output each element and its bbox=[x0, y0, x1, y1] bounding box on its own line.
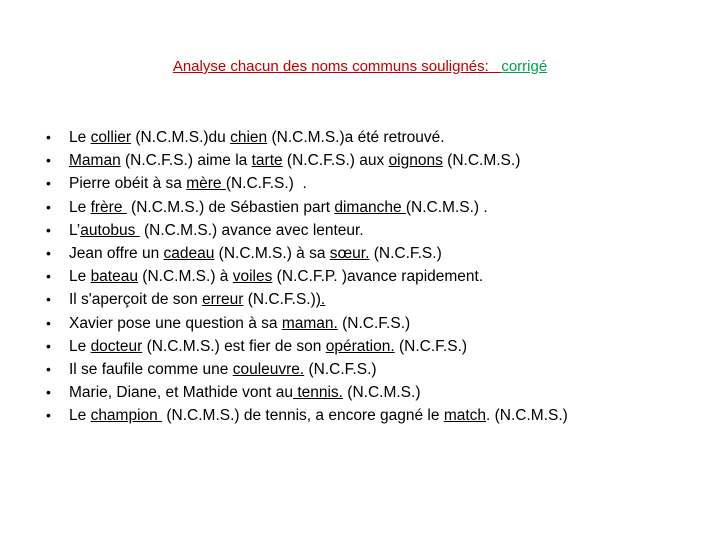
sentence-text: (N.C.F.S.) bbox=[369, 244, 442, 262]
sentence-text: (N.C.F.P. )avance rapidement. bbox=[272, 268, 484, 286]
underlined-noun: voiles bbox=[232, 268, 273, 286]
underlined-noun: champion bbox=[90, 407, 163, 425]
sentence-text: (N.C.M.S.) est fier de son bbox=[142, 337, 326, 355]
list-item bbox=[46, 404, 720, 427]
underlined-noun: cadeau bbox=[163, 244, 215, 262]
sentence-text: Xavier pose une question à sa bbox=[69, 314, 282, 332]
list-item bbox=[46, 149, 720, 172]
bullet-icon: • bbox=[46, 175, 51, 192]
bullet-icon: • bbox=[46, 152, 51, 169]
list-item bbox=[46, 358, 720, 381]
sentence-text: Le bbox=[69, 129, 91, 146]
sentence-text: Marie, Diane, et Mathide vont au bbox=[69, 384, 294, 402]
sentence-text: (N.C.F.S.) bbox=[243, 291, 316, 309]
underlined-noun: tarte bbox=[251, 152, 283, 170]
sentence-text: (N.C.M.S.) avance avec lenteur. bbox=[139, 221, 364, 239]
bullet-icon: • bbox=[46, 314, 51, 331]
underlined-noun: erreur bbox=[202, 291, 244, 309]
underlined-noun: collier bbox=[90, 129, 132, 146]
sentence-text: (N.C.M.S.) . bbox=[405, 198, 488, 216]
bullet-icon: • bbox=[46, 291, 51, 308]
sentence-text: Il s'aperçoit de son bbox=[69, 291, 203, 309]
sentence-list bbox=[46, 126, 720, 427]
bullet-icon: • bbox=[46, 244, 51, 261]
sentence-text: . (N.C.M.S.) bbox=[486, 407, 568, 425]
underlined-noun: mère bbox=[186, 175, 226, 193]
bullet-icon: • bbox=[46, 221, 51, 238]
underlined-noun: autobus bbox=[80, 221, 140, 239]
sentence-text: Le bbox=[69, 337, 91, 355]
list-item bbox=[46, 219, 720, 242]
underlined-noun: oignons bbox=[388, 152, 443, 170]
underlined-noun: docteur bbox=[90, 337, 143, 355]
sentence-text: (N.C.F.S.) . bbox=[225, 175, 307, 193]
list-item bbox=[46, 381, 720, 404]
bullet-icon: • bbox=[46, 384, 51, 401]
sentence-text: (N.C.M.S.)du bbox=[131, 129, 231, 146]
sentence-text: (N.C.M.S.) à sa bbox=[214, 244, 330, 262]
sentence-text: (N.C.M.S.) de Sébastien part bbox=[126, 198, 335, 216]
list-item bbox=[46, 172, 720, 195]
sentence-text: Le bbox=[69, 268, 91, 286]
underlined-noun: chien bbox=[230, 129, 268, 146]
sentence-text: Il se faufile comme une bbox=[69, 360, 233, 378]
sentence-text: (N.C.M.S.) bbox=[442, 152, 521, 170]
sentence-text: (N.C.F.S.) bbox=[304, 360, 377, 378]
list-item bbox=[46, 242, 720, 265]
bullet-icon: • bbox=[46, 268, 51, 285]
bullet-icon: • bbox=[46, 129, 51, 145]
bullet-icon: • bbox=[46, 337, 51, 354]
sentence-text: Pierre obéit à sa bbox=[69, 175, 187, 193]
page-title bbox=[0, 58, 720, 75]
sentence-text: (N.C.M.S.) bbox=[343, 384, 421, 402]
list-item bbox=[46, 126, 720, 149]
underlined-noun: ). bbox=[315, 291, 326, 309]
underlined-noun: Maman bbox=[69, 152, 121, 170]
corrige-label: corrigé bbox=[501, 58, 548, 75]
sentence-text: (N.C.F.S.) bbox=[394, 337, 468, 355]
underlined-noun: dimanche bbox=[334, 198, 406, 216]
sentence-text: (N.C.M.S.) à bbox=[137, 268, 233, 286]
underlined-noun: opération. bbox=[325, 337, 395, 355]
sentence-text: (N.C.M.S.)a été retrouvé. bbox=[267, 129, 445, 146]
underlined-noun: bateau bbox=[90, 268, 138, 286]
sentence-text: (N.C.F.S.) aime la bbox=[120, 152, 252, 170]
underlined-noun: tennis. bbox=[293, 384, 343, 402]
sentence-text: Le bbox=[69, 198, 91, 216]
sentence-text: Jean offre un bbox=[69, 244, 164, 262]
sentence-text: Le bbox=[69, 407, 91, 425]
underlined-noun: sœur. bbox=[329, 244, 370, 262]
underlined-noun: match bbox=[443, 407, 487, 425]
underlined-noun: maman. bbox=[281, 314, 338, 332]
list-item bbox=[46, 312, 720, 335]
sentence-text: (N.C.M.S.) de tennis, a encore gagné le bbox=[162, 407, 444, 425]
underlined-noun: couleuvre. bbox=[232, 360, 305, 378]
list-item bbox=[46, 265, 720, 288]
sentence-text: (N.C.F.S.) aux bbox=[282, 152, 389, 170]
list-item bbox=[46, 196, 720, 219]
list-item bbox=[46, 335, 720, 358]
sentence-text: L’ bbox=[69, 221, 81, 239]
bullet-icon: • bbox=[46, 198, 51, 215]
title-text: Analyse chacun des noms communs soulignés: bbox=[172, 58, 502, 75]
underlined-noun: frère bbox=[90, 198, 127, 216]
bullet-icon: • bbox=[46, 407, 51, 424]
list-item bbox=[46, 288, 720, 311]
sentence-text: (N.C.F.S.) bbox=[337, 314, 411, 332]
bullet-icon: • bbox=[46, 360, 51, 377]
